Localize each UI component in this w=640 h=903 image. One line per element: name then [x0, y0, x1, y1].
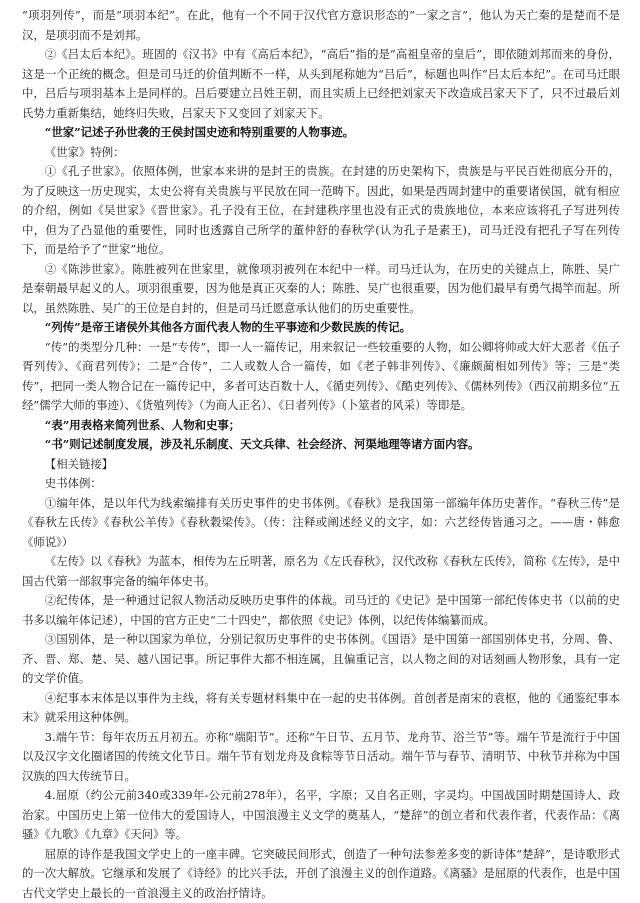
paragraph-guobieti: ③国别体，是一种以国家为单位，分别记叙历史事件的史书体例。《国语》是中国第一部国别体史书，分周、鲁、齐、晋、郑、楚、吴、越八国记事。所记事件大都不相连属，且偏重记言，以人物之间的对话刻画人物形象，具有一定的文学价值。	[22, 630, 620, 689]
paragraph-zuozhuan: 《左传》以《春秋》为蓝本，相传为左丘明著，原名为《左氏春秋》，汉代改称《春秋左氏传》，简称《左传》，是中国古代第一部叙事完备的编年体史书。	[22, 552, 620, 591]
paragraph-jizhuanti: ②纪传体，是一种通过记叙人物活动反映历史事件的体裁。司马迁的《史记》是中国第一部纪传体史书（以前的史书多以编年体记述），中国的官方正史“二十四史”，都依照《史记》体例，以纪传体编纂而成。	[22, 591, 620, 630]
paragraph-shijia-teli: 《世家》特例：	[22, 143, 620, 163]
paragraph-chenshe-shijia: ②《陈涉世家》。陈胜被列在世家里，就像项羽被列在本纪中一样。司马迁认为，在历史的关键点上，陈胜、吴广是秦朝最早起义的人。项羽很重要，因为他是真正灭秦的人；陈胜、吴广也很重要，因为他们最早有勇气揭竿而起。所以，虽然陈胜、吴广的王位是自封的，但是司马迁愿意承认他们的历史重要性。	[22, 260, 620, 319]
heading-biao: “表”用表格来简列世系、人物和史事；	[22, 416, 620, 436]
paragraph-quyuan: 4.屈原（约公元前340或339年-公元前278年），名平，字原；又自名正则，字灵均。中国战国时期楚国诗人、政治家。中国历史上第一位伟大的爱国诗人，中国浪漫主义文学的奠基人，“楚辞”的创立者和代表作者，代表作品：《离骚》《九歌》《九章》《天问》等。	[22, 786, 620, 845]
heading-liezhuan: “列传”是帝王诸侯外其他各方面代表人物的生平事迹和少数民族的传记。	[22, 318, 620, 338]
paragraph-xiangyu-liezhuan: “项羽列传”，而是“项羽本纪”。在此，他有一个不同于汉代官方意识形态的“一家之言”，他认为天亡秦的是楚而不是汉，是项羽而不是刘邦。	[22, 6, 620, 45]
document-page	[22, 6, 620, 903]
paragraph-shishu-tili: 史书体例：	[22, 474, 620, 494]
heading-shijia: “世家”记述子孙世袭的王侯封国史迹和特别重要的人物事迹。	[22, 123, 620, 143]
paragraph-kongzi-shijia: ①《孔子世家》。依照体例，世家本来讲的是封王的贵族。在封建的历史架构下，贵族是与平民百姓彻底分开的，为了反映这一历史现实，太史公将有关贵族与平民放在同一范畴下。因此，如果是西周封建中的重要诸侯国，就有相应的介绍，例如《吴世家》《晋世家》。孔子没有王位，在封建秩序里也没有正式的贵族地位，本来应该将孔子写进列传中，但为了凸显他的重要性，同时也透露自己所学的董仲舒的春秋学(认为孔子是素王)，司马迁没有把孔子写在列传下，而是给予了“世家”地位。	[22, 162, 620, 260]
paragraph-jishibenmoti: ④纪事本末体是以事件为主线，将有关专题材料集中在一起的史书体例。首创者是南宋的袁枢，他的《通鉴纪事本末》就采用这种体例。	[22, 689, 620, 728]
paragraph-quyuan-shizuo: 屈原的诗作是我国文学史上的一座丰碑。它突破民间形式，创造了一种句法参差多变的新诗体“楚辞”，是诗歌形式的一次大解放。它继承和发展了《诗经》的比兴手法，开创了浪漫主义的创作道路。《离骚》是屈原的代表作，也是中国古代文学史上最长的一首浪漫主义的政治抒情诗。	[22, 845, 620, 903]
paragraph-duanwujie: 3.端午节：每年农历五月初五。亦称“端阳节”。还称“午日节、五月节、龙舟节、浴兰节”等。端午节是流行于中国以及汉字文化圈诸国的传统文化节日。端午节有划龙舟及食粽等节日活动。端午节与春节、清明节、中秋节并称为中国汉族的四大传统节日。	[22, 728, 620, 787]
paragraph-lvtaihou-benji: ②《吕太后本纪》。班固的《汉书》中有《高后本纪》，“高后”指的是“高祖皇帝的皇后”，即依随刘邦而来的身份，这是一个正统的概念。但是司马迁的价值判断不一样，从头到尾称她为“吕后”，标题也叫作“吕太后本纪”。在司马迁眼中，吕后与项羽基本上是同样的。吕后要建立吕姓王朝，而且实质上已经把刘家天下改造成吕家天下了，只不过最后刘氏势力重新集结，她终归失败，吕家天下又变回了刘家天下。	[22, 45, 620, 123]
paragraph-zhuan-types: “传”的类型分几种：一是“专传”，即一人一篇传记，用来叙记一些较重要的人物，如公卿将帅或大奸大恶者《伍子胥列传》、《商君列传》；二是“合传”，二人或数人合一篇传，如《老子韩非列传》、《廉颇蔺相如列传》等；三是“类传”，把同一类人物合记在一篇传记中，多者可达百数十人，《循吏列传》、《酷吏列传》、《儒林列传》（西汉前期多位“五经”儒学大师的事迹）、《货殖列传》（为商人正名）、《日者列传》（卜筮者的风采）等即是。	[22, 338, 620, 416]
related-links-label: 【相关链接】	[22, 455, 620, 475]
paragraph-biannianti: ①编年体，是以年代为线索编排有关历史事件的史书体例。《春秋》是我国第一部编年体历史著作。“春秋三传”是《春秋左氏传》《春秋公羊传》《春秋穀梁传》。（传：注释或阐述经义的文字，如：六艺经传皆通习之。——唐・韩愈《师说》）	[22, 494, 620, 553]
heading-shu: “书”则记述制度发展，涉及礼乐制度、天文兵律、社会经济、河渠地理等诸方面内容。	[22, 435, 620, 455]
